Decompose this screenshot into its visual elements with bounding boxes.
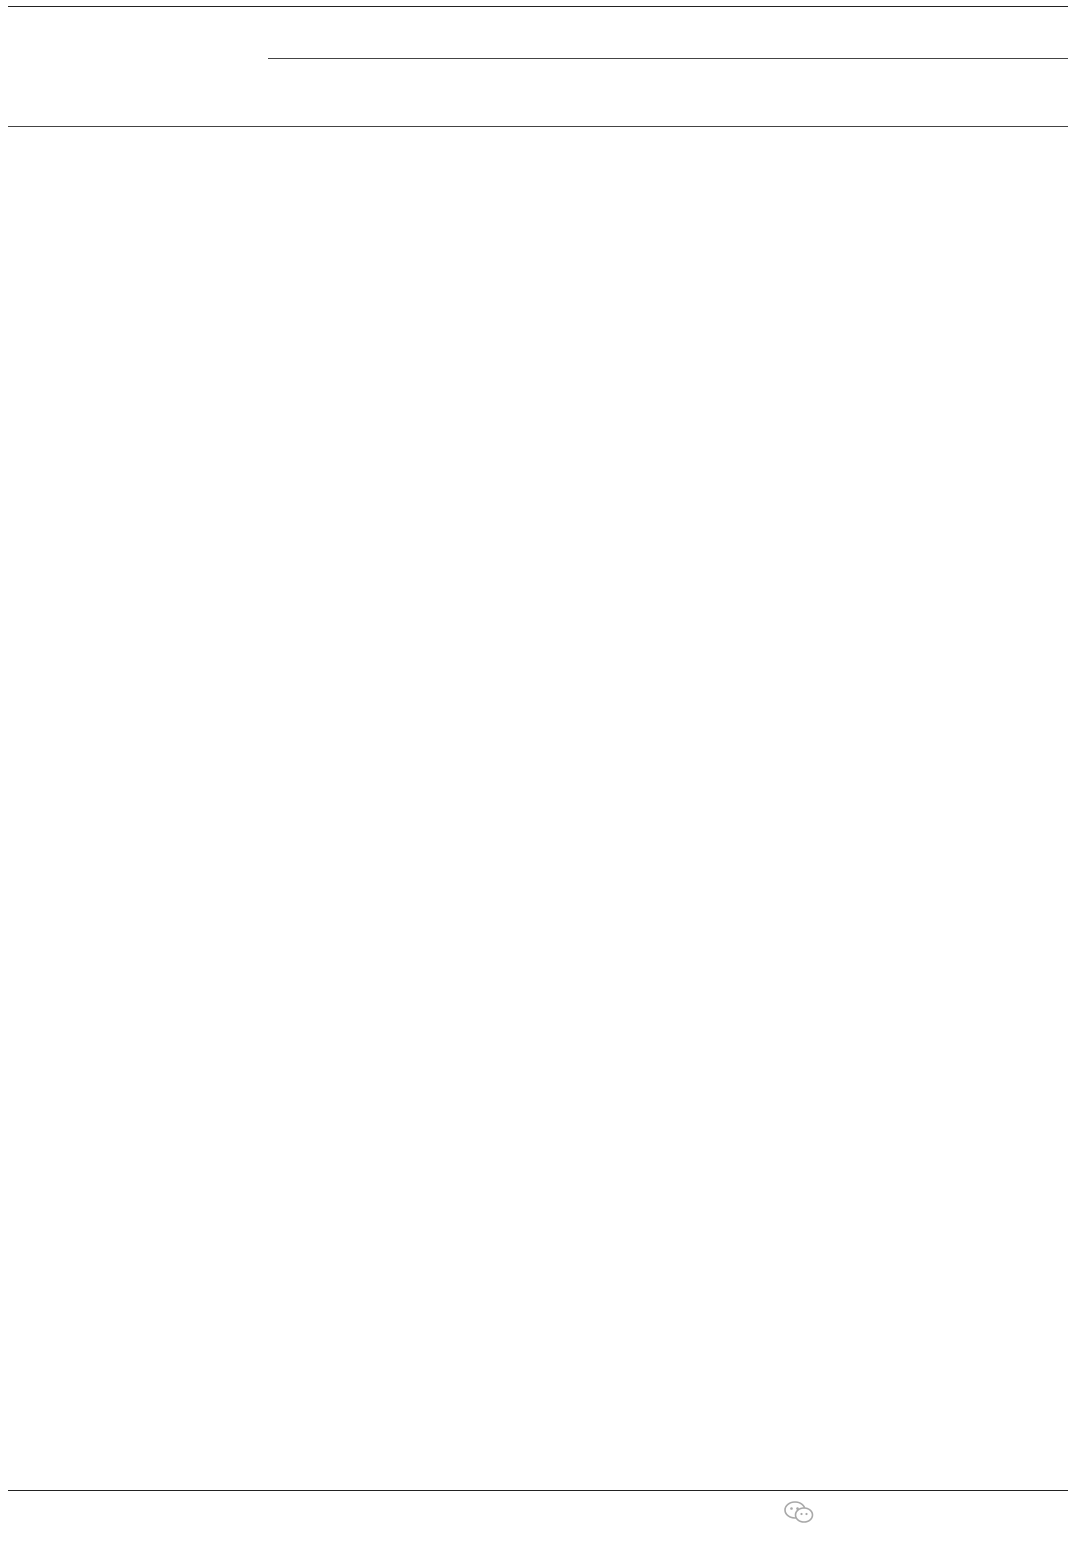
header-bottom-rule xyxy=(8,126,1068,127)
table-top-rule xyxy=(8,6,1068,7)
table-bottom-rule xyxy=(8,1490,1068,1491)
header-group-rule xyxy=(268,58,1068,59)
wechat-icon xyxy=(784,1500,814,1524)
watermark xyxy=(784,1498,820,1526)
